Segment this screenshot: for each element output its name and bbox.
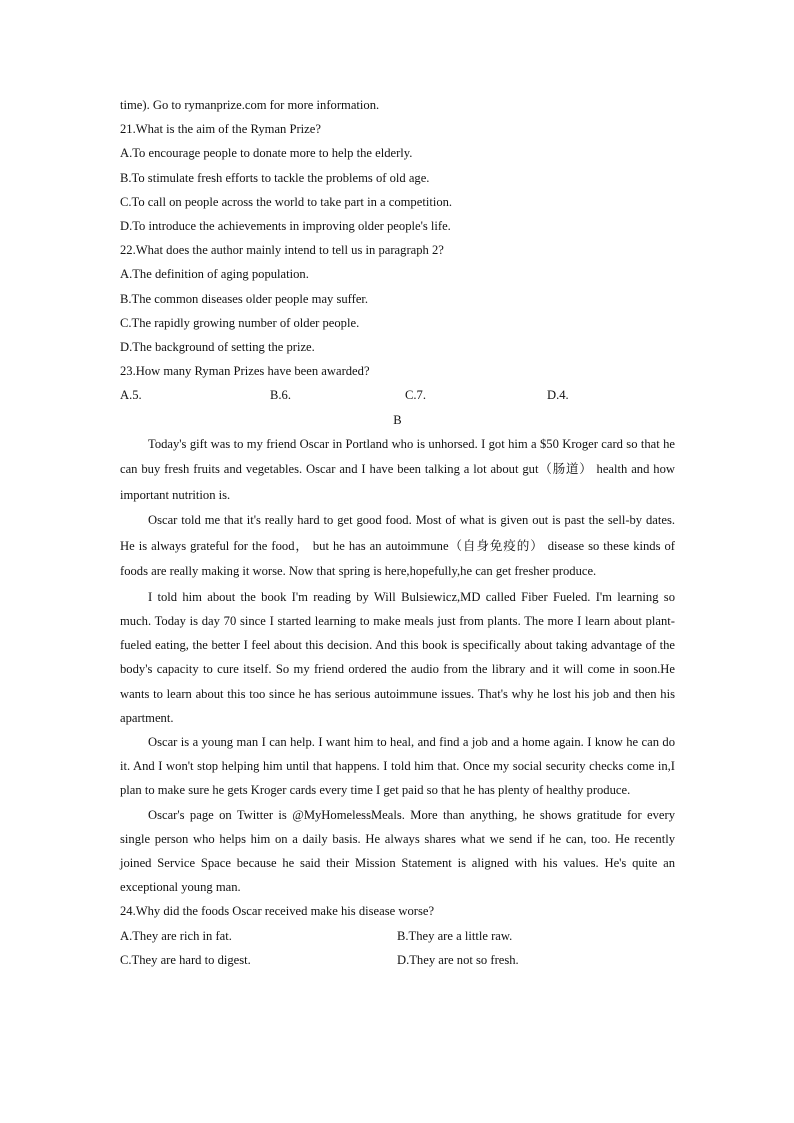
question-22-option-d: D.The background of setting the prize. bbox=[120, 340, 315, 355]
passage-paragraph-4: Oscar is a young man I can help. I want him to heal, and find a job and a home again. I know he can do it. And I won't stop helping him until that happens. I told him that. Once my social security checks come in,I plan to make sure he gets Kroger cards every time I get paid so that he has plenty of healthy produce. bbox=[120, 735, 675, 798]
section-heading-b: B bbox=[393, 412, 402, 427]
question-21-option-d: D.To introduce the achievements in improving older people's life. bbox=[120, 219, 451, 234]
question-23 bbox=[120, 359, 675, 407]
question-22-option-b: B.The common diseases older people may suffer. bbox=[120, 291, 369, 306]
question-21-stem: 21.What is the aim of the Ryman Prize? bbox=[120, 122, 321, 137]
passage-paragraph-1: Today's gift was to my friend Oscar in Portland who is unhorsed. I got him a $50 Kroger card so that he can buy fresh fruits and vegetables. Oscar and I have been talking a lot about gut（肠道） health and how important nutrition is. bbox=[120, 436, 675, 502]
passage-paragraph-3: I told him about the book I'm reading by Will Bulsiewicz,MD called Fiber Fueled. I'm learning so much. Today is day 70 since I started learning to make meals just from plants. The more I learn about plant-fueled eating, the better I feel about this decision. And this book is specifically about taking advantage of the body's capacity to cure itself. So my friend ordered the audio from the library and it will come in soon.He wants to learn about this too since he has serious autoimmune issues. That's why he lost his job and then his apartment. bbox=[120, 589, 675, 725]
question-24-options-row-1 bbox=[120, 924, 675, 948]
question-24-option-d: D.They are not so fresh. bbox=[397, 952, 519, 967]
question-22-option-c: C.The rapidly growing number of older people. bbox=[120, 315, 360, 330]
question-23-stem: 23.How many Ryman Prizes have been awarded? bbox=[120, 364, 370, 379]
passage-paragraph-2: Oscar told me that it's really hard to get good food. Most of what is given out is past the sell-by dates. He is always grateful for the food， but he has an autoimmune（自身免疫的） disease so these kinds of foods are really making it worse. Now that spring is here,hopefully,he can get fresher produce. bbox=[120, 513, 675, 579]
question-24-stem: 24.Why did the foods Oscar received make his disease worse? bbox=[120, 904, 435, 919]
question-24 bbox=[120, 899, 675, 972]
question-24-option-b: B.They are a little raw. bbox=[397, 928, 513, 943]
question-23-option-a: A.5. bbox=[120, 388, 142, 403]
question-21-option-c: C.To call on people across the world to take part in a competition. bbox=[120, 194, 453, 209]
question-24-options-row-2 bbox=[120, 948, 675, 972]
question-23-options bbox=[120, 383, 675, 407]
question-21-option-a: A.To encourage people to donate more to help the elderly. bbox=[120, 146, 413, 161]
question-24-option-c: C.They are hard to digest. bbox=[120, 952, 251, 967]
passage-paragraph-5: Oscar's page on Twitter is @MyHomelessMeals. More than anything, he shows gratitude for every single person who helps him on a daily basis. He always shares what we send if he can, too. He recently joined Service Space because he said their Mission Statement is aligned with his values. He's quite an exceptional young man. bbox=[120, 807, 675, 895]
passage-b bbox=[120, 432, 675, 900]
question-22 bbox=[120, 238, 675, 359]
previous-passage-ending: time). Go to rymanprize.com for more information. bbox=[120, 98, 380, 112]
question-22-option-a: A.The definition of aging population. bbox=[120, 267, 309, 282]
exam-page bbox=[120, 93, 675, 972]
question-24-option-a: A.They are rich in fat. bbox=[120, 928, 232, 943]
question-22-stem: 22.What does the author mainly intend to tell us in paragraph 2? bbox=[120, 243, 444, 258]
question-23-option-d: D.4. bbox=[547, 388, 569, 403]
question-23-option-c: C.7. bbox=[405, 388, 426, 403]
question-21-option-b: B.To stimulate fresh efforts to tackle the problems of old age. bbox=[120, 170, 430, 185]
question-23-option-b: B.6. bbox=[270, 388, 291, 403]
question-21 bbox=[120, 117, 675, 238]
